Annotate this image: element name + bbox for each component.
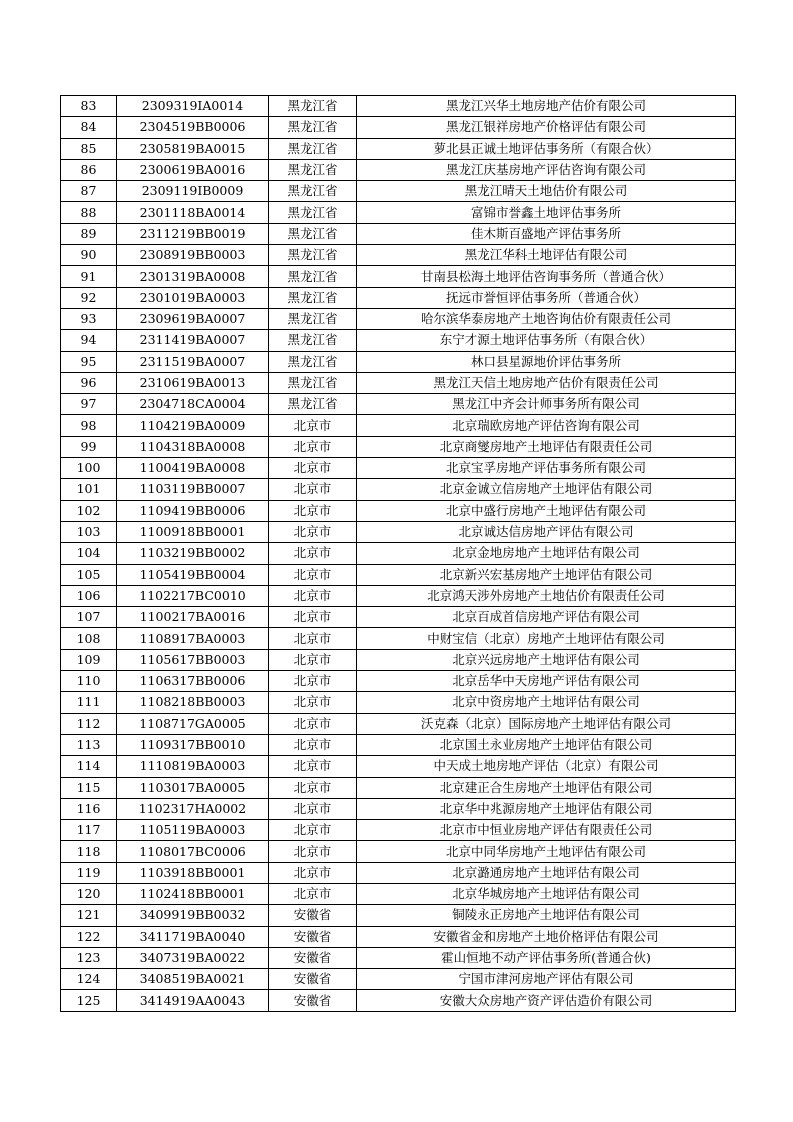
table-row [61,394,736,415]
province-cell: 黑龙江省 [269,245,357,266]
province-cell: 安徽省 [269,947,357,968]
row-number-cell: 93 [61,308,117,329]
row-number-cell: 97 [61,394,117,415]
table-row [61,798,736,819]
registration-code-cell: 3409919BB0032 [117,905,269,926]
company-name-cell: 北京商燮房地产土地评估有限责任公司 [357,436,736,457]
row-number-cell: 120 [61,883,117,904]
row-number-cell: 122 [61,926,117,947]
row-number-cell: 89 [61,223,117,244]
table-row [61,713,736,734]
registration-code-cell: 1102217BC0010 [117,585,269,606]
registration-code-cell: 2311519BA0007 [117,351,269,372]
table-row [61,330,736,351]
province-cell: 安徽省 [269,990,357,1011]
company-name-cell: 北京岳华中天房地产评估有限公司 [357,671,736,692]
row-number-cell: 98 [61,415,117,436]
province-cell: 黑龙江省 [269,372,357,393]
table-row [61,883,736,904]
company-name-cell: 北京建正合生房地产土地评估有限公司 [357,777,736,798]
table-row [61,543,736,564]
registration-code-cell: 1100419BA0008 [117,458,269,479]
company-name-cell: 甘南县松海土地评估咨询事务所（普通合伙） [357,266,736,287]
company-name-cell: 东宁才源土地评估事务所（有限合伙） [357,330,736,351]
registration-code-cell: 2309119IB0009 [117,181,269,202]
registration-code-cell: 1105119BA0003 [117,820,269,841]
row-number-cell: 115 [61,777,117,798]
province-cell: 北京市 [269,585,357,606]
row-number-cell: 119 [61,862,117,883]
province-cell: 北京市 [269,734,357,755]
province-cell: 北京市 [269,649,357,670]
registration-code-cell: 1100918BB0001 [117,521,269,542]
row-number-cell: 125 [61,990,117,1011]
table-row [61,138,736,159]
province-cell: 黑龙江省 [269,351,357,372]
province-cell: 北京市 [269,798,357,819]
company-name-cell: 北京兴远房地产土地评估有限公司 [357,649,736,670]
row-number-cell: 95 [61,351,117,372]
row-number-cell: 96 [61,372,117,393]
province-cell: 北京市 [269,521,357,542]
row-number-cell: 92 [61,287,117,308]
province-cell: 北京市 [269,500,357,521]
table-row [61,671,736,692]
registration-code-cell: 1103918BB0001 [117,862,269,883]
registration-code-cell: 3414919AA0043 [117,990,269,1011]
province-cell: 北京市 [269,543,357,564]
row-number-cell: 94 [61,330,117,351]
province-cell: 北京市 [269,862,357,883]
row-number-cell: 116 [61,798,117,819]
province-cell: 北京市 [269,841,357,862]
company-name-cell: 铜陵永正房地产土地评估有限公司 [357,905,736,926]
table-row [61,479,736,500]
province-cell: 北京市 [269,458,357,479]
row-number-cell: 117 [61,820,117,841]
province-cell: 黑龙江省 [269,223,357,244]
table-row [61,500,736,521]
company-name-cell: 中天成土地房地产评估（北京）有限公司 [357,756,736,777]
company-name-cell: 黑龙江庆基房地产评估咨询有限公司 [357,159,736,180]
registration-code-cell: 1103119BB0007 [117,479,269,500]
table-row [61,756,736,777]
company-name-cell: 北京鸿天涉外房地产土地估价有限责任公司 [357,585,736,606]
row-number-cell: 112 [61,713,117,734]
registration-code-cell: 1110819BA0003 [117,756,269,777]
registration-code-cell: 1108218BB0003 [117,692,269,713]
registration-code-cell: 1108017BC0006 [117,841,269,862]
registration-code-cell: 1103219BB0002 [117,543,269,564]
registration-code-cell: 1108917BA0003 [117,628,269,649]
province-cell: 黑龙江省 [269,117,357,138]
table-row [61,415,736,436]
table-row [61,159,736,180]
province-cell: 黑龙江省 [269,287,357,308]
company-name-cell: 北京中盛行房地产土地评估有限公司 [357,500,736,521]
table-row [61,245,736,266]
table-row [61,287,736,308]
table-row [61,969,736,990]
registration-code-cell: 3408519BA0021 [117,969,269,990]
company-name-cell: 黑龙江晴天土地估价有限公司 [357,181,736,202]
table-row [61,564,736,585]
table-row [61,905,736,926]
table-row [61,862,736,883]
registration-code-cell: 2308919BB0003 [117,245,269,266]
company-name-cell: 沃克森（北京）国际房地产土地评估有限公司 [357,713,736,734]
province-cell: 北京市 [269,436,357,457]
table-row [61,607,736,628]
registration-code-cell: 1106317BB0006 [117,671,269,692]
registration-code-cell: 2300619BA0016 [117,159,269,180]
company-name-cell: 佳木斯百盛地产评估事务所 [357,223,736,244]
table-row [61,734,736,755]
province-cell: 黑龙江省 [269,394,357,415]
company-name-cell: 黑龙江华科土地评估有限公司 [357,245,736,266]
registration-code-cell: 3411719BA0040 [117,926,269,947]
company-name-cell: 北京金诚立信房地产土地评估有限公司 [357,479,736,500]
row-number-cell: 84 [61,117,117,138]
table-row [61,820,736,841]
registration-code-cell: 1109419BB0006 [117,500,269,521]
company-name-cell: 北京瑞欧房地产评估咨询有限公司 [357,415,736,436]
province-cell: 安徽省 [269,905,357,926]
row-number-cell: 91 [61,266,117,287]
row-number-cell: 111 [61,692,117,713]
province-cell: 黑龙江省 [269,202,357,223]
row-number-cell: 99 [61,436,117,457]
registration-code-cell: 1102317HA0002 [117,798,269,819]
province-cell: 北京市 [269,756,357,777]
company-name-cell: 北京诚达信房地产评估有限公司 [357,521,736,542]
registration-code-cell: 2309319IA0014 [117,96,269,117]
table-row [61,96,736,117]
province-cell: 北京市 [269,671,357,692]
province-cell: 北京市 [269,479,357,500]
table-row [61,223,736,244]
registration-code-cell: 1104219BA0009 [117,415,269,436]
province-cell: 黑龙江省 [269,266,357,287]
company-name-cell: 北京华城房地产土地评估有限公司 [357,883,736,904]
registration-code-cell: 1103017BA0005 [117,777,269,798]
company-name-cell: 黑龙江中齐会计师事务所有限公司 [357,394,736,415]
registration-code-cell: 2301319BA0008 [117,266,269,287]
row-number-cell: 118 [61,841,117,862]
row-number-cell: 108 [61,628,117,649]
row-number-cell: 109 [61,649,117,670]
registration-code-cell: 1108717GA0005 [117,713,269,734]
table-row [61,308,736,329]
row-number-cell: 88 [61,202,117,223]
registration-code-cell: 2311419BA0007 [117,330,269,351]
registration-code-cell: 1105419BB0004 [117,564,269,585]
registration-code-cell: 1102418BB0001 [117,883,269,904]
table-row [61,628,736,649]
row-number-cell: 87 [61,181,117,202]
table-row [61,351,736,372]
company-name-cell: 黑龙江银祥房地产价格评估有限公司 [357,117,736,138]
company-name-cell: 北京国土永业房地产土地评估有限公司 [357,734,736,755]
company-name-cell: 安徽省金和房地产土地价格评估有限公司 [357,926,736,947]
table-row [61,947,736,968]
row-number-cell: 90 [61,245,117,266]
province-cell: 北京市 [269,713,357,734]
province-cell: 黑龙江省 [269,330,357,351]
province-cell: 黑龙江省 [269,138,357,159]
company-name-cell: 黑龙江天信土地房地产估价有限责任公司 [357,372,736,393]
row-number-cell: 107 [61,607,117,628]
row-number-cell: 105 [61,564,117,585]
row-number-cell: 110 [61,671,117,692]
registration-code-cell: 2305819BA0015 [117,138,269,159]
registration-code-cell: 2311219BB0019 [117,223,269,244]
registration-code-cell: 1100217BA0016 [117,607,269,628]
table-row [61,266,736,287]
company-name-cell: 北京百成首信房地产评估有限公司 [357,607,736,628]
table-row [61,585,736,606]
province-cell: 北京市 [269,692,357,713]
table-row [61,990,736,1011]
company-name-cell: 北京中同华房地产土地评估有限公司 [357,841,736,862]
table-row [61,777,736,798]
table-row [61,649,736,670]
registry-table-body [61,96,736,1012]
province-cell: 北京市 [269,820,357,841]
table-row [61,841,736,862]
province-cell: 黑龙江省 [269,181,357,202]
province-cell: 黑龙江省 [269,96,357,117]
province-cell: 安徽省 [269,969,357,990]
province-cell: 黑龙江省 [269,308,357,329]
company-name-cell: 北京宝孚房地产评估事务所有限公司 [357,458,736,479]
company-name-cell: 北京金地房地产土地评估有限公司 [357,543,736,564]
table-row [61,926,736,947]
row-number-cell: 113 [61,734,117,755]
company-name-cell: 黑龙江兴华土地房地产估价有限公司 [357,96,736,117]
company-name-cell: 林口县星源地价评估事务所 [357,351,736,372]
registration-code-cell: 3407319BA0022 [117,947,269,968]
company-name-cell: 萝北县正诚土地评估事务所（有限合伙） [357,138,736,159]
table-row [61,458,736,479]
registration-code-cell: 1105617BB0003 [117,649,269,670]
row-number-cell: 121 [61,905,117,926]
registration-code-cell: 2304718CA0004 [117,394,269,415]
province-cell: 北京市 [269,777,357,798]
registration-code-cell: 2301019BA0003 [117,287,269,308]
registration-code-cell: 2310619BA0013 [117,372,269,393]
registration-code-cell: 2304519BB0006 [117,117,269,138]
company-name-cell: 富锦市誉鑫土地评估事务所 [357,202,736,223]
company-name-cell: 霍山恒地不动产评估事务所(普通合伙) [357,947,736,968]
province-cell: 黑龙江省 [269,159,357,180]
row-number-cell: 103 [61,521,117,542]
table-row [61,692,736,713]
row-number-cell: 86 [61,159,117,180]
company-name-cell: 中财宝信（北京）房地产土地评估有限公司 [357,628,736,649]
table-row [61,181,736,202]
row-number-cell: 102 [61,500,117,521]
row-number-cell: 83 [61,96,117,117]
row-number-cell: 101 [61,479,117,500]
company-name-cell: 宁国市津河房地产评估有限公司 [357,969,736,990]
province-cell: 北京市 [269,415,357,436]
company-name-cell: 北京新兴宏基房地产土地评估有限公司 [357,564,736,585]
company-name-cell: 安徽大众房地产资产评估造价有限公司 [357,990,736,1011]
registration-code-cell: 1104318BA0008 [117,436,269,457]
table-row [61,436,736,457]
company-name-cell: 北京市中恒业房地产评估有限责任公司 [357,820,736,841]
province-cell: 北京市 [269,564,357,585]
row-number-cell: 85 [61,138,117,159]
company-name-cell: 北京中资房地产土地评估有限公司 [357,692,736,713]
table-row [61,117,736,138]
province-cell: 安徽省 [269,926,357,947]
province-cell: 北京市 [269,628,357,649]
registry-table [60,95,736,1012]
table-row [61,202,736,223]
table-row [61,521,736,542]
company-name-cell: 北京华中兆源房地产土地评估有限公司 [357,798,736,819]
province-cell: 北京市 [269,883,357,904]
row-number-cell: 123 [61,947,117,968]
registration-code-cell: 2301118BA0014 [117,202,269,223]
registration-code-cell: 1109317BB0010 [117,734,269,755]
row-number-cell: 124 [61,969,117,990]
province-cell: 北京市 [269,607,357,628]
row-number-cell: 106 [61,585,117,606]
company-name-cell: 抚远市誉恒评估事务所（普通合伙） [357,287,736,308]
row-number-cell: 104 [61,543,117,564]
company-name-cell: 北京潞通房地产土地评估有限公司 [357,862,736,883]
table-row [61,372,736,393]
company-name-cell: 哈尔滨华泰房地产土地咨询估价有限责任公司 [357,308,736,329]
registration-code-cell: 2309619BA0007 [117,308,269,329]
row-number-cell: 100 [61,458,117,479]
row-number-cell: 114 [61,756,117,777]
